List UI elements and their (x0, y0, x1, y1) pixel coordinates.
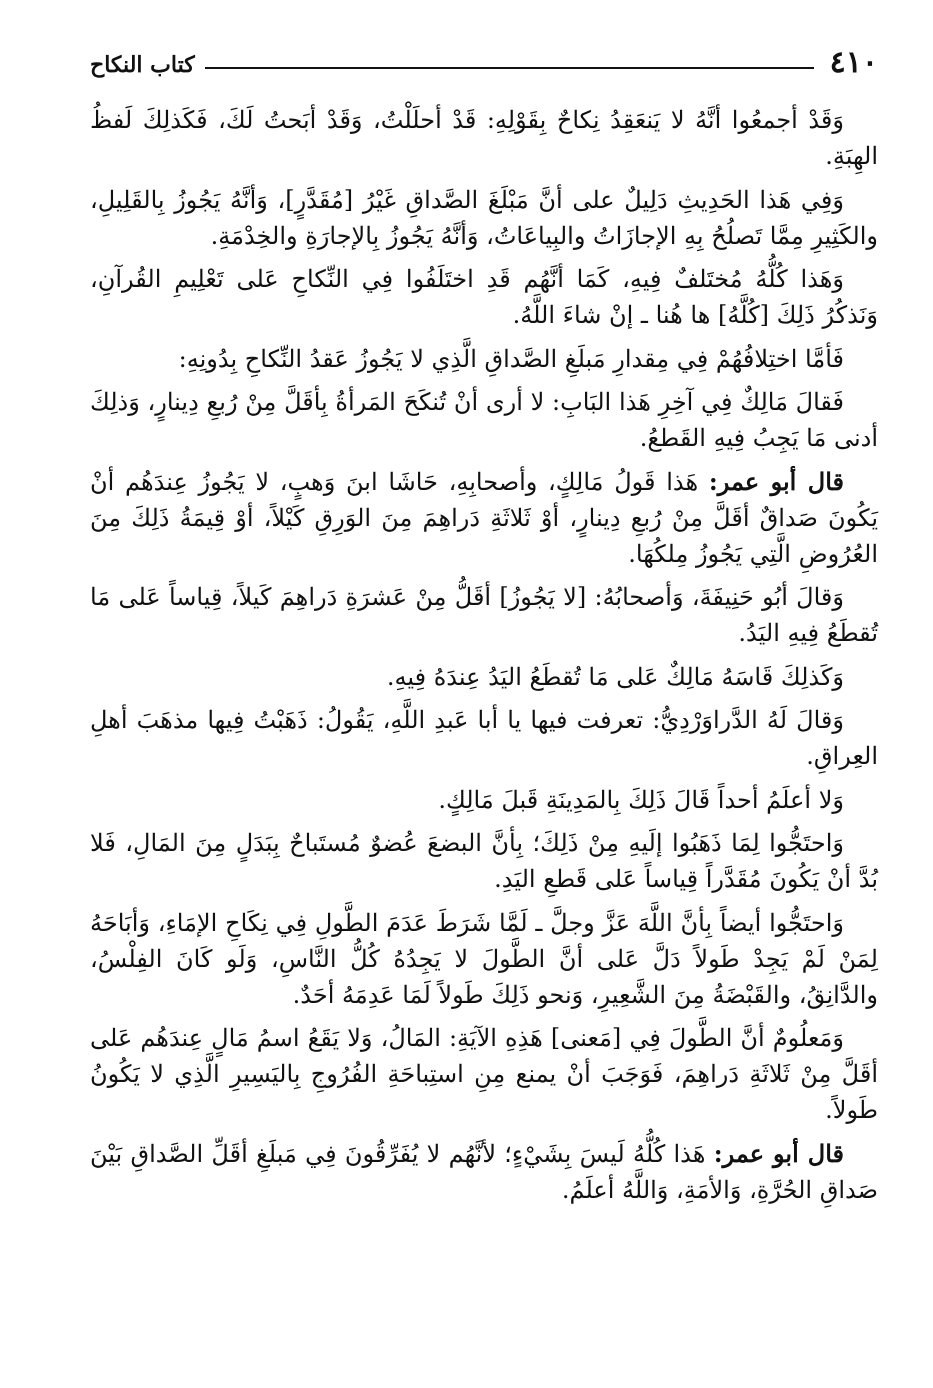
paragraph-text: وَمَعلُومٌ أنَّ الطَّولَ فِي [مَعنى] هَذِهِ الآيَةِ: المَالُ، وَلا يَقَعُ اسمُ مَالٍ عِندَهُم عَلى أقَلَّ مِنْ ثَلاثَةِ دَراهِمَ، فَوَجَبَ أنْ يمنع مِنِ استِباحَةِ الفُرُوجِ بِاليَسِيرِ الَّذِي لا يَكُونُ طَولاً. (90, 1024, 878, 1124)
paragraph-text: وَاحتَجُّوا لِمَا ذَهَبُوا إلَيهِ مِنْ ذَلِكَ؛ بِأنَّ البضعَ عُضوٌ مُستَباحٌ بِبَدَلٍ مِنَ المَالِ، فَلا بُدَّ أنْ يَكُونَ مُقَدَّراً قِياساً عَلى قَطعِ اليَدِ. (90, 829, 878, 893)
paragraph (90, 341, 878, 377)
header-rule (205, 67, 814, 69)
page-number: ٤١٠ (829, 45, 878, 80)
paragraph-text: فَأمَّا اختِلافُهُمْ فِي مِقدارِ مَبلَغِ الصَّداقِ الَّذِي لا يَجُوزُ عَقدُ النِّكاحِ بِدُونِهِ: (178, 344, 844, 373)
paragraph (90, 182, 878, 254)
paragraph-text: وَاحتَجُّوا أيضاً بِأنَّ اللَّهَ عَزَّ وجلَّ ـ لَمَّا شَرَطَ عَدَمَ الطَّولِ فِي نِكَاحِ الإمَاءِ، وَأبَاحَهُ لِمَنْ لَمْ يَجِدْ طَولاً دَلَّ عَلى أنَّ الطَّولَ لا يَجِدُهُ كُلُّ النَّاسِ، وَلَو كَانَ الفِلْسُ، والدَّانِقُ، والقَبْضَةُ مِنَ الشَّعِيرِ، وَنحو ذَلِكَ طَولاً لَمَا عَدِمَهُ أحَدٌ. (90, 908, 878, 1009)
paragraph-text: وَهَذا كُلُّهُ مُختَلفٌ فِيهِ، كَمَا أنَّهُم قَدِ اختَلَفُوا فِي النِّكاحِ عَلى تَعْلِيمِ القُرآنِ، وَنَذكُرُ ذَلِكَ [كُلَّهُ] ها هُنا ـ إنْ شاءَ اللَّهُ. (90, 265, 878, 329)
paragraph-text: فَقالَ مَالِكٌ فِي آخِرِ هَذا البَابِ: لا أرى أنْ تُنكَحَ المَرأةُ بِأقَلَّ مِنْ رُبعِ دِينارٍ، وَذلِكَ أدنى مَا يَجِبُ فِيهِ القَطعُ. (90, 388, 878, 452)
paragraph-text: وَلا أعلَمُ أحداً قَالَ ذَلِكَ بِالمَدِينَةِ قَبلَ مَالِكٍ. (438, 785, 844, 814)
speaker-label: قال أبو عمر: (708, 466, 844, 496)
speaker-label: قال أبو عمر: (713, 1138, 844, 1168)
paragraph (90, 1020, 878, 1128)
paragraph (90, 102, 878, 174)
page-body (90, 102, 878, 1215)
page-header (90, 42, 878, 78)
paragraph (90, 782, 878, 818)
paragraph (90, 261, 878, 333)
paragraph-text: هَذا كُلُّهُ لَيسَ بِشَيْءٍ؛ لأنَّهُم لا يُفَرِّقُونَ فِي مَبلَغِ أقَلِّ الصَّداقِ بَيْنَ صَداقِ الحُرَّةِ، وَالأمَةِ، وَاللَّهُ أعلَمُ. (90, 1139, 878, 1204)
paragraph-text: وَكَذلِكَ قَاسَهُ مَالِكٌ عَلى مَا تُقطَعُ اليَدُ عِندَهُ فِيهِ. (386, 662, 844, 691)
paragraph-text: وَقالَ لَهُ الدَّراوَرْدِيُّ: تعرفت فيها يا أبا عَبدِ اللَّهِ، يَقُولُ: ذَهَبْتُ فِيها مذهَبَ أهلِ العِراقِ. (90, 706, 878, 770)
paragraph (90, 579, 878, 651)
paragraph-text: وَقالَ أبُو حَنِيفَةَ، وَأصحابُهُ: [لا يَجُوزُ] أقَلُّ مِنْ عَشرَةِ دَراهِمَ كَيلاً، قِياساً عَلى مَا تُقطَعُ فِيهِ اليَدُ. (90, 583, 878, 647)
paragraph-text: وَقَدْ أجمعُوا أنَّهُ لا يَنعَقِدُ نِكاحٌ بِقَوْلِهِ: قَدْ أحلَلْتُ، وَقَدْ أبَحتُ لَكَ، فَكَذلِكَ لَفظُ الهِبَةِ. (90, 106, 878, 170)
paragraph (90, 825, 878, 897)
paragraph (90, 1136, 878, 1208)
paragraph (90, 702, 878, 774)
paragraph-text: وَفِي هَذا الحَدِيثِ دَلِيلٌ على أنَّ مَبْلَغَ الصَّداقِ غَيْرُ [مُقَدَّرٍ]، وَأنَّهُ يَجُوزُ بِالقَلِيلِ، والكَثِيرِ مِمَّا تَصلُحُ بِهِ الإجازَاتُ والبِياعَاتُ، وَأنَّهُ يَجُوزُ بِالإجارَةِ والخِدْمَةِ. (90, 185, 878, 250)
paragraph-text: هَذا قَولُ مَالِكٍ، وأصحابِهِ، حَاشَا ابنَ وَهبٍ، لا يَجُوزُ عِندَهُم أنْ يَكُونَ صَداقٌ أقَلَّ مِنْ رُبعِ دِينارٍ، أوْ ثَلاثَةِ دَراهِمَ مِنَ الوَرِقِ كَيْلاً، أوْ قِيمَةُ ذَلِكَ مِنَ العُرُوضِ الَّتِي يَجُوزُ مِلكُهَا. (90, 467, 878, 568)
paragraph (90, 905, 878, 1013)
paragraph (90, 464, 878, 572)
paragraph (90, 659, 878, 695)
book-title: كتاب النكاح (90, 52, 195, 78)
paragraph (90, 384, 878, 456)
